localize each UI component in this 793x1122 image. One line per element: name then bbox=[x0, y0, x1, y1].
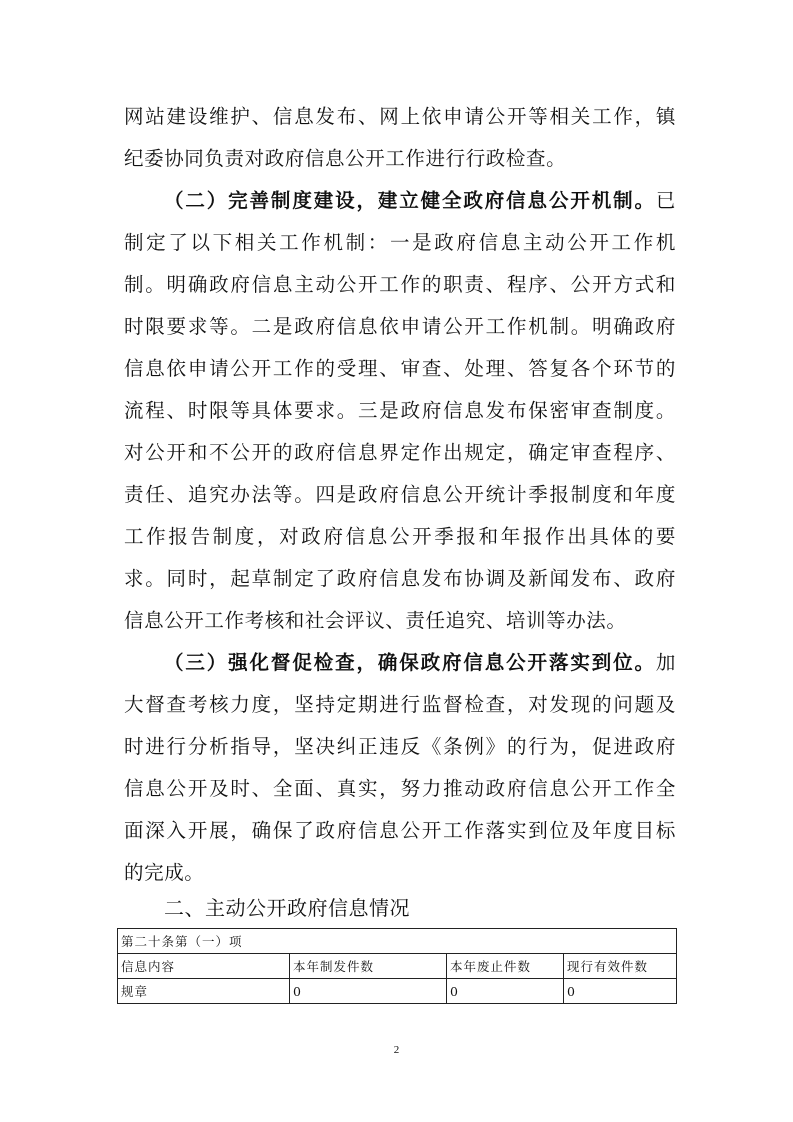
body-line: 大督查考核力度，坚持定期进行监督检查，对发现的问题及 bbox=[124, 693, 676, 716]
body-line: 求。同时，起草制定了政府信息发布协调及新闻发布、政府 bbox=[124, 567, 676, 590]
body-line: 工作报告制度，对政府信息公开季报和年报作出具体的要 bbox=[124, 525, 676, 548]
page-number: 2 bbox=[393, 1044, 400, 1056]
body-line: 信息依申请公开工作的受理、审查、处理、答复各个环节的 bbox=[124, 357, 676, 380]
table-cell: 0 bbox=[290, 979, 447, 1004]
table-row bbox=[118, 979, 677, 1004]
body-line: 时限要求等。二是政府信息依申请公开工作机制。明确政府 bbox=[124, 315, 676, 338]
table-caption: 第二十条第（一）项 bbox=[118, 929, 677, 954]
section-2-heading: （二）完善制度建设，建立健全政府信息公开机制。 bbox=[164, 189, 656, 212]
body-line: 制。明确政府信息主动公开工作的职责、程序、公开方式和 bbox=[124, 273, 676, 296]
section-2-first-line bbox=[164, 183, 676, 219]
body-line: 责任、追究办法等。四是政府信息公开统计季报制度和年度 bbox=[124, 483, 676, 506]
section-2-first-line-rest: 已 bbox=[655, 189, 676, 212]
table-caption-row bbox=[118, 929, 677, 954]
table-cell: 0 bbox=[447, 979, 564, 1004]
body-line: 时进行分析指导，坚决纠正违反《条例》的行为，促进政府 bbox=[124, 735, 676, 758]
section-3-first-line bbox=[164, 645, 676, 681]
body-line: 制定了以下相关工作机制：一是政府信息主动公开工作机 bbox=[124, 231, 676, 254]
body-line: 纪委协同负责对政府信息公开工作进行行政检查。 bbox=[124, 147, 567, 170]
body-line: 信息公开工作考核和社会评议、责任追究、培训等办法。 bbox=[124, 609, 627, 632]
table-cell: 规章 bbox=[118, 979, 290, 1004]
body-line: 网站建设维护、信息发布、网上依申请公开等相关工作，镇 bbox=[124, 105, 676, 128]
section-title: 二、主动公开政府信息情况 bbox=[164, 896, 410, 920]
body-line: 的完成。 bbox=[124, 861, 205, 884]
body-line: 信息公开及时、全面、真实，努力推动政府信息公开工作全 bbox=[124, 777, 676, 800]
table-header-cell: 本年制发件数 bbox=[290, 954, 447, 979]
section-3-heading: （三）强化督促检查，确保政府信息公开落实到位。 bbox=[164, 651, 656, 674]
table-header-cell: 信息内容 bbox=[118, 954, 290, 979]
table-header-cell: 现行有效件数 bbox=[564, 954, 677, 979]
body-line: 对公开和不公开的政府信息界定作出规定，确定审查程序、 bbox=[124, 441, 676, 464]
body-line: 面深入开展，确保了政府信息公开工作落实到位及年度目标 bbox=[124, 819, 676, 842]
table-cell: 0 bbox=[564, 979, 677, 1004]
section-3-first-line-rest: 加 bbox=[655, 651, 676, 674]
body-line: 流程、时限等具体要求。三是政府信息发布保密审查制度。 bbox=[124, 399, 676, 422]
table-header-cell: 本年废止件数 bbox=[447, 954, 564, 979]
info-table bbox=[117, 928, 677, 1004]
table-header-row bbox=[118, 954, 677, 979]
